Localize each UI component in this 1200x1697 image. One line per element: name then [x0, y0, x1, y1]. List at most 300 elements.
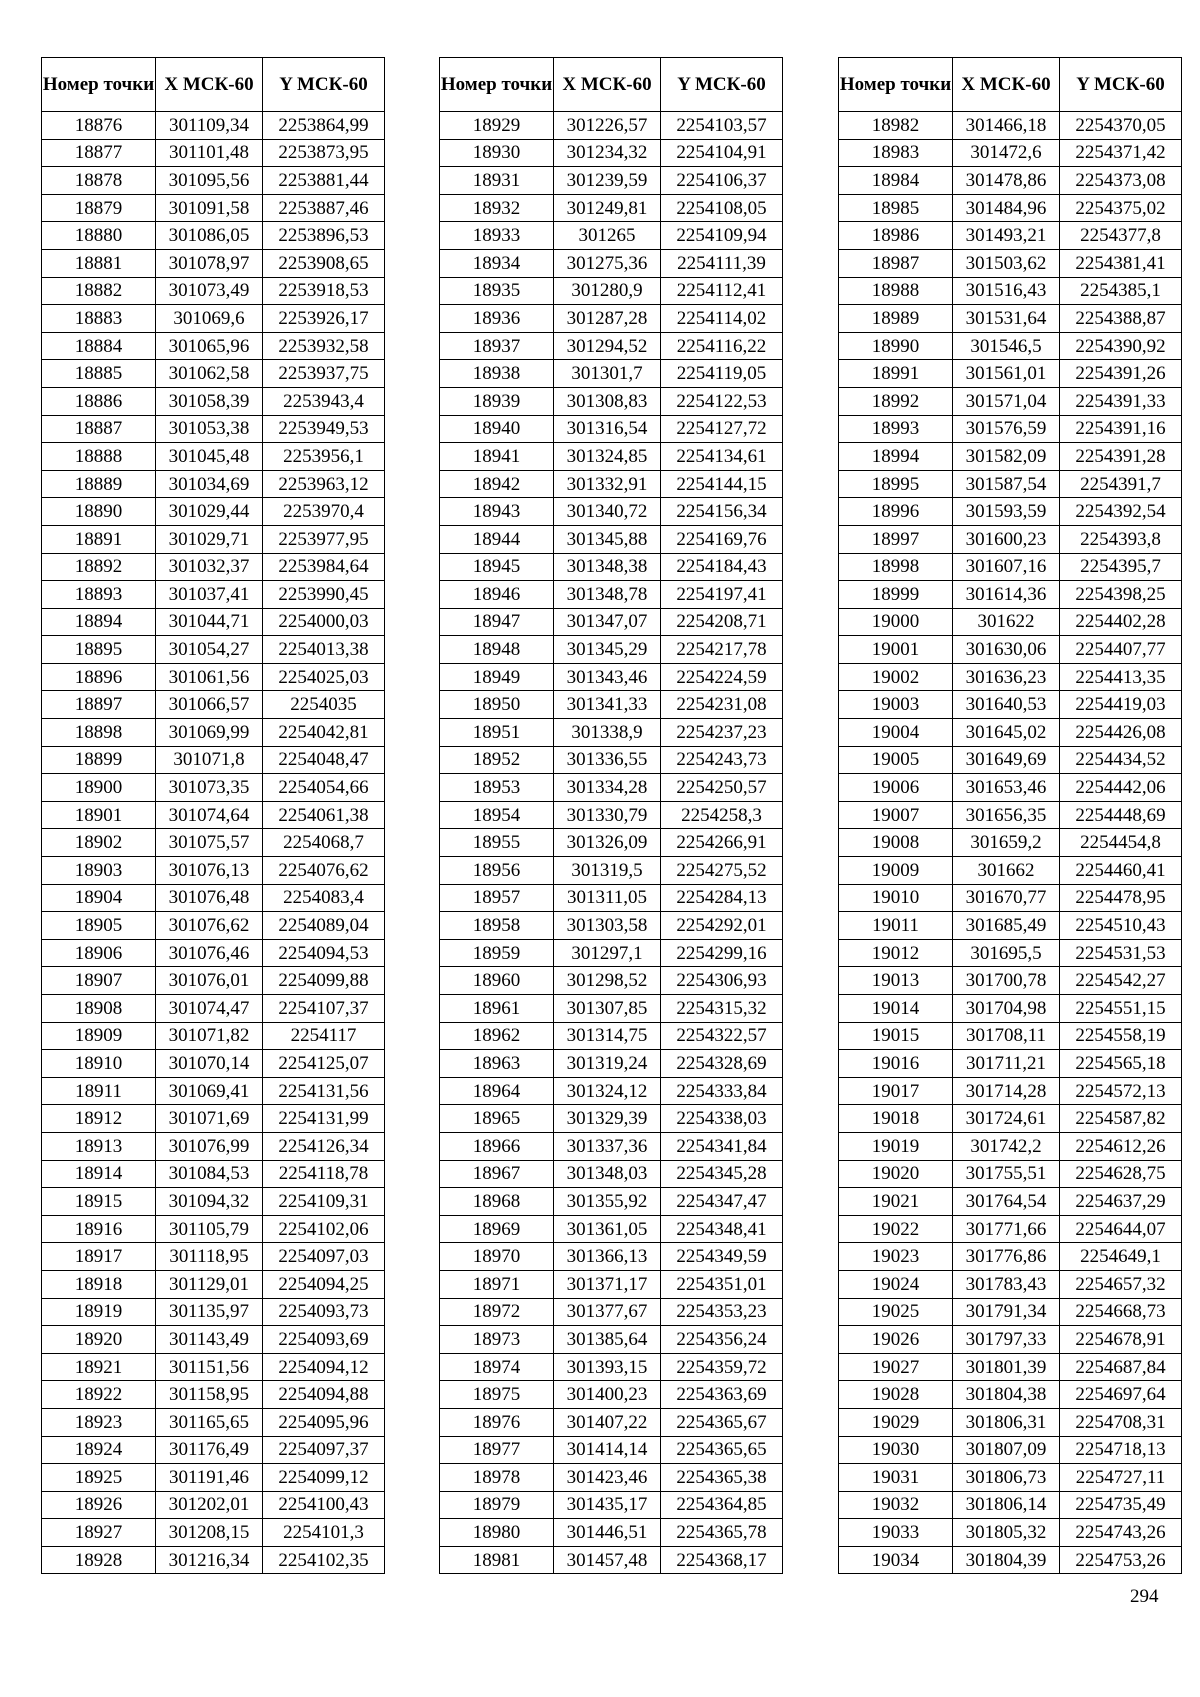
header-y-coordinate: Y МСК-60 — [1060, 58, 1182, 112]
table-row — [42, 967, 385, 995]
y-coordinate-cell: 2254649,1 — [1060, 1243, 1182, 1271]
table-row — [440, 1519, 783, 1547]
y-coordinate-cell: 2254094,12 — [263, 1353, 385, 1381]
y-coordinate-cell: 2254258,3 — [661, 801, 783, 829]
point-number-cell: 18913 — [42, 1132, 156, 1160]
x-coordinate-cell: 301345,29 — [554, 636, 661, 664]
point-number-cell: 18988 — [839, 277, 953, 305]
header-point-number: Номер точки — [839, 58, 953, 112]
table-row — [839, 1464, 1182, 1492]
point-number-cell: 18996 — [839, 498, 953, 526]
y-coordinate-cell: 2254370,05 — [1060, 112, 1182, 140]
table-row — [42, 1381, 385, 1409]
point-number-cell: 19034 — [839, 1546, 953, 1574]
x-coordinate-cell: 301600,23 — [953, 525, 1060, 553]
point-number-cell: 18921 — [42, 1353, 156, 1381]
y-coordinate-cell: 2254697,64 — [1060, 1381, 1182, 1409]
y-coordinate-cell: 2254373,08 — [1060, 167, 1182, 195]
x-coordinate-cell: 301377,67 — [554, 1298, 661, 1326]
table-row — [440, 774, 783, 802]
point-number-cell: 18880 — [42, 222, 156, 250]
table-row — [42, 774, 385, 802]
y-coordinate-cell: 2254299,16 — [661, 939, 783, 967]
y-coordinate-cell: 2254448,69 — [1060, 801, 1182, 829]
point-number-cell: 18955 — [440, 829, 554, 857]
table-row — [42, 222, 385, 250]
point-number-cell: 18929 — [440, 112, 554, 140]
point-number-cell: 18960 — [440, 967, 554, 995]
x-coordinate-cell: 301484,96 — [953, 194, 1060, 222]
x-coordinate-cell: 301656,35 — [953, 801, 1060, 829]
table-row — [42, 1546, 385, 1574]
y-coordinate-cell: 2254478,95 — [1060, 884, 1182, 912]
y-coordinate-cell: 2254668,73 — [1060, 1298, 1182, 1326]
table-row — [42, 1491, 385, 1519]
y-coordinate-cell: 2254131,99 — [263, 1105, 385, 1133]
table-row — [839, 415, 1182, 443]
point-number-cell: 18914 — [42, 1160, 156, 1188]
y-coordinate-cell: 2254612,26 — [1060, 1132, 1182, 1160]
x-coordinate-cell: 301076,62 — [156, 912, 263, 940]
y-coordinate-cell: 2254089,04 — [263, 912, 385, 940]
y-coordinate-cell: 2253956,1 — [263, 443, 385, 471]
table-row — [42, 1188, 385, 1216]
point-number-cell: 18993 — [839, 415, 953, 443]
table-row — [839, 1022, 1182, 1050]
x-coordinate-cell: 301614,36 — [953, 581, 1060, 609]
x-coordinate-cell: 301324,85 — [554, 443, 661, 471]
y-coordinate-cell: 2254093,69 — [263, 1326, 385, 1354]
x-coordinate-cell: 301561,01 — [953, 360, 1060, 388]
x-coordinate-cell: 301636,23 — [953, 663, 1060, 691]
y-coordinate-cell: 2254442,06 — [1060, 774, 1182, 802]
table-row — [440, 1491, 783, 1519]
table-row — [839, 829, 1182, 857]
point-number-cell: 18922 — [42, 1381, 156, 1409]
table-header-row — [440, 58, 783, 112]
coordinates-table-2 — [439, 57, 783, 1574]
x-coordinate-cell: 301576,59 — [953, 415, 1060, 443]
point-number-cell: 19002 — [839, 663, 953, 691]
y-coordinate-cell: 2254068,7 — [263, 829, 385, 857]
point-number-cell: 18995 — [839, 470, 953, 498]
point-number-cell: 18918 — [42, 1270, 156, 1298]
y-coordinate-cell: 2254391,26 — [1060, 360, 1182, 388]
y-coordinate-cell: 2254131,56 — [263, 1077, 385, 1105]
x-coordinate-cell: 301649,69 — [953, 746, 1060, 774]
table-row — [440, 829, 783, 857]
header-y-coordinate: Y МСК-60 — [263, 58, 385, 112]
y-coordinate-cell: 2253963,12 — [263, 470, 385, 498]
table-row — [839, 1298, 1182, 1326]
y-coordinate-cell: 2254306,93 — [661, 967, 783, 995]
table-row — [42, 277, 385, 305]
table-row — [42, 1353, 385, 1381]
table-row — [42, 305, 385, 333]
point-number-cell: 18900 — [42, 774, 156, 802]
point-number-cell: 18984 — [839, 167, 953, 195]
table-row — [839, 1243, 1182, 1271]
point-number-cell: 18956 — [440, 857, 554, 885]
y-coordinate-cell: 2254099,12 — [263, 1464, 385, 1492]
table-row — [42, 1050, 385, 1078]
y-coordinate-cell: 2254395,7 — [1060, 553, 1182, 581]
point-number-cell: 18934 — [440, 249, 554, 277]
point-number-cell: 18885 — [42, 360, 156, 388]
x-coordinate-cell: 301165,65 — [156, 1408, 263, 1436]
x-coordinate-cell: 301249,81 — [554, 194, 661, 222]
y-coordinate-cell: 2254393,8 — [1060, 525, 1182, 553]
x-coordinate-cell: 301073,49 — [156, 277, 263, 305]
table-row — [42, 581, 385, 609]
y-coordinate-cell: 2254112,41 — [661, 277, 783, 305]
point-number-cell: 18933 — [440, 222, 554, 250]
x-coordinate-cell: 301804,38 — [953, 1381, 1060, 1409]
x-coordinate-cell: 301345,88 — [554, 525, 661, 553]
table-row — [839, 581, 1182, 609]
point-number-cell: 19019 — [839, 1132, 953, 1160]
x-coordinate-cell: 301326,09 — [554, 829, 661, 857]
y-coordinate-cell: 2253918,53 — [263, 277, 385, 305]
point-number-cell: 18998 — [839, 553, 953, 581]
y-coordinate-cell: 2254119,05 — [661, 360, 783, 388]
point-number-cell: 18889 — [42, 470, 156, 498]
x-coordinate-cell: 301516,43 — [953, 277, 1060, 305]
y-coordinate-cell: 2253926,17 — [263, 305, 385, 333]
point-number-cell: 18940 — [440, 415, 554, 443]
y-coordinate-cell: 2254315,32 — [661, 995, 783, 1023]
point-number-cell: 19015 — [839, 1022, 953, 1050]
table-row — [440, 1050, 783, 1078]
y-coordinate-cell: 2253896,53 — [263, 222, 385, 250]
x-coordinate-cell: 301176,49 — [156, 1436, 263, 1464]
y-coordinate-cell: 2254114,02 — [661, 305, 783, 333]
y-coordinate-cell: 2254351,01 — [661, 1270, 783, 1298]
x-coordinate-cell: 301659,2 — [953, 829, 1060, 857]
x-coordinate-cell: 301393,15 — [554, 1353, 661, 1381]
table-row — [42, 332, 385, 360]
x-coordinate-cell: 301303,58 — [554, 912, 661, 940]
point-number-cell: 18908 — [42, 995, 156, 1023]
x-coordinate-cell: 301216,34 — [156, 1546, 263, 1574]
y-coordinate-cell: 2254095,96 — [263, 1408, 385, 1436]
point-number-cell: 18973 — [440, 1326, 554, 1354]
table-row — [839, 1491, 1182, 1519]
point-number-cell: 18909 — [42, 1022, 156, 1050]
y-coordinate-cell: 2253932,58 — [263, 332, 385, 360]
x-coordinate-cell: 301044,71 — [156, 608, 263, 636]
y-coordinate-cell: 2254375,02 — [1060, 194, 1182, 222]
y-coordinate-cell: 2254413,35 — [1060, 663, 1182, 691]
x-coordinate-cell: 301407,22 — [554, 1408, 661, 1436]
point-number-cell: 19026 — [839, 1326, 953, 1354]
table-row — [440, 470, 783, 498]
table-row — [440, 1464, 783, 1492]
table-row — [839, 1160, 1182, 1188]
y-coordinate-cell: 2254391,16 — [1060, 415, 1182, 443]
table-row — [42, 1243, 385, 1271]
y-coordinate-cell: 2254460,41 — [1060, 857, 1182, 885]
x-coordinate-cell: 301804,39 — [953, 1546, 1060, 1574]
x-coordinate-cell: 301685,49 — [953, 912, 1060, 940]
y-coordinate-cell: 2254381,41 — [1060, 249, 1182, 277]
y-coordinate-cell: 2254231,08 — [661, 691, 783, 719]
x-coordinate-cell: 301066,57 — [156, 691, 263, 719]
table-row — [839, 1546, 1182, 1574]
x-coordinate-cell: 301191,46 — [156, 1464, 263, 1492]
x-coordinate-cell: 301065,96 — [156, 332, 263, 360]
point-number-cell: 18985 — [839, 194, 953, 222]
y-coordinate-cell: 2254328,69 — [661, 1050, 783, 1078]
point-number-cell: 19024 — [839, 1270, 953, 1298]
table-row — [839, 967, 1182, 995]
table-row — [839, 1132, 1182, 1160]
point-number-cell: 18954 — [440, 801, 554, 829]
y-coordinate-cell: 2254718,13 — [1060, 1436, 1182, 1464]
point-number-cell: 18953 — [440, 774, 554, 802]
table-row — [42, 691, 385, 719]
page-number: 294 — [1130, 1586, 1159, 1607]
x-coordinate-cell: 301311,05 — [554, 884, 661, 912]
y-coordinate-cell: 2254687,84 — [1060, 1353, 1182, 1381]
x-coordinate-cell: 301076,46 — [156, 939, 263, 967]
point-number-cell: 18877 — [42, 139, 156, 167]
y-coordinate-cell: 2254454,8 — [1060, 829, 1182, 857]
x-coordinate-cell: 301151,56 — [156, 1353, 263, 1381]
point-number-cell: 18971 — [440, 1270, 554, 1298]
x-coordinate-cell: 301045,48 — [156, 443, 263, 471]
x-coordinate-cell: 301807,09 — [953, 1436, 1060, 1464]
y-coordinate-cell: 2254434,52 — [1060, 746, 1182, 774]
x-coordinate-cell: 301071,69 — [156, 1105, 263, 1133]
x-coordinate-cell: 301546,5 — [953, 332, 1060, 360]
x-coordinate-cell: 301695,5 — [953, 939, 1060, 967]
point-number-cell: 18915 — [42, 1188, 156, 1216]
table-row — [839, 277, 1182, 305]
x-coordinate-cell: 301371,17 — [554, 1270, 661, 1298]
table-header-row — [839, 58, 1182, 112]
point-number-cell: 18957 — [440, 884, 554, 912]
table-row — [839, 939, 1182, 967]
y-coordinate-cell: 2254116,22 — [661, 332, 783, 360]
table-row — [42, 608, 385, 636]
point-number-cell: 18886 — [42, 387, 156, 415]
table-row — [839, 525, 1182, 553]
y-coordinate-cell: 2254197,41 — [661, 581, 783, 609]
x-coordinate-cell: 301084,53 — [156, 1160, 263, 1188]
point-number-cell: 18935 — [440, 277, 554, 305]
point-number-cell: 18979 — [440, 1491, 554, 1519]
y-coordinate-cell: 2254365,67 — [661, 1408, 783, 1436]
x-coordinate-cell: 301806,73 — [953, 1464, 1060, 1492]
y-coordinate-cell: 2254275,52 — [661, 857, 783, 885]
point-number-cell: 18948 — [440, 636, 554, 664]
point-number-cell: 18982 — [839, 112, 953, 140]
y-coordinate-cell: 2254117 — [263, 1022, 385, 1050]
x-coordinate-cell: 301129,01 — [156, 1270, 263, 1298]
y-coordinate-cell: 2253937,75 — [263, 360, 385, 388]
header-x-coordinate: X МСК-60 — [554, 58, 661, 112]
table-row — [440, 801, 783, 829]
x-coordinate-cell: 301355,92 — [554, 1188, 661, 1216]
point-number-cell: 18892 — [42, 553, 156, 581]
header-point-number: Номер точки — [42, 58, 156, 112]
point-number-cell: 18978 — [440, 1464, 554, 1492]
table-row — [42, 1132, 385, 1160]
point-number-cell: 19023 — [839, 1243, 953, 1271]
point-number-cell: 18876 — [42, 112, 156, 140]
y-coordinate-cell: 2254353,23 — [661, 1298, 783, 1326]
x-coordinate-cell: 301343,46 — [554, 663, 661, 691]
table-row — [839, 746, 1182, 774]
table-row — [839, 608, 1182, 636]
header-y-coordinate: Y МСК-60 — [661, 58, 783, 112]
point-number-cell: 19005 — [839, 746, 953, 774]
y-coordinate-cell: 2254217,78 — [661, 636, 783, 664]
x-coordinate-cell: 301711,21 — [953, 1050, 1060, 1078]
point-number-cell: 18932 — [440, 194, 554, 222]
x-coordinate-cell: 301202,01 — [156, 1491, 263, 1519]
table-row — [440, 1215, 783, 1243]
table-row — [839, 1408, 1182, 1436]
y-coordinate-cell: 2254402,28 — [1060, 608, 1182, 636]
table-row — [42, 1270, 385, 1298]
point-number-cell: 18890 — [42, 498, 156, 526]
table-row — [839, 498, 1182, 526]
y-coordinate-cell: 2254356,24 — [661, 1326, 783, 1354]
x-coordinate-cell: 301091,58 — [156, 194, 263, 222]
y-coordinate-cell: 2254094,53 — [263, 939, 385, 967]
table-row — [440, 553, 783, 581]
x-coordinate-cell: 301308,83 — [554, 387, 661, 415]
x-coordinate-cell: 301329,39 — [554, 1105, 661, 1133]
point-number-cell: 19014 — [839, 995, 953, 1023]
y-coordinate-cell: 2254094,88 — [263, 1381, 385, 1409]
y-coordinate-cell: 2254735,49 — [1060, 1491, 1182, 1519]
y-coordinate-cell: 2254385,1 — [1060, 277, 1182, 305]
table-row — [440, 112, 783, 140]
x-coordinate-cell: 301472,6 — [953, 139, 1060, 167]
point-number-cell: 18986 — [839, 222, 953, 250]
x-coordinate-cell: 301708,11 — [953, 1022, 1060, 1050]
y-coordinate-cell: 2254743,26 — [1060, 1519, 1182, 1547]
table-row — [440, 884, 783, 912]
x-coordinate-cell: 301771,66 — [953, 1215, 1060, 1243]
y-coordinate-cell: 2254083,4 — [263, 884, 385, 912]
point-number-cell: 18938 — [440, 360, 554, 388]
y-coordinate-cell: 2254101,3 — [263, 1519, 385, 1547]
point-number-cell: 19033 — [839, 1519, 953, 1547]
x-coordinate-cell: 301078,97 — [156, 249, 263, 277]
y-coordinate-cell: 2254025,03 — [263, 663, 385, 691]
point-number-cell: 19011 — [839, 912, 953, 940]
x-coordinate-cell: 301316,54 — [554, 415, 661, 443]
x-coordinate-cell: 301776,86 — [953, 1243, 1060, 1271]
table-row — [440, 1243, 783, 1271]
y-coordinate-cell: 2254388,87 — [1060, 305, 1182, 333]
y-coordinate-cell: 2254365,78 — [661, 1519, 783, 1547]
x-coordinate-cell: 301076,01 — [156, 967, 263, 995]
y-coordinate-cell: 2254349,59 — [661, 1243, 783, 1271]
point-number-cell: 18910 — [42, 1050, 156, 1078]
y-coordinate-cell: 2254377,8 — [1060, 222, 1182, 250]
y-coordinate-cell: 2254587,82 — [1060, 1105, 1182, 1133]
table-row — [839, 112, 1182, 140]
point-number-cell: 18903 — [42, 857, 156, 885]
y-coordinate-cell: 2253984,64 — [263, 553, 385, 581]
point-number-cell: 18911 — [42, 1077, 156, 1105]
table-row — [839, 553, 1182, 581]
table-row — [42, 1077, 385, 1105]
table-row — [440, 332, 783, 360]
point-number-cell: 18997 — [839, 525, 953, 553]
x-coordinate-cell: 301366,13 — [554, 1243, 661, 1271]
x-coordinate-cell: 301764,54 — [953, 1188, 1060, 1216]
table-row — [440, 939, 783, 967]
table-row — [42, 995, 385, 1023]
point-number-cell: 18881 — [42, 249, 156, 277]
table-row — [42, 387, 385, 415]
x-coordinate-cell: 301071,8 — [156, 746, 263, 774]
y-coordinate-cell: 2253977,95 — [263, 525, 385, 553]
y-coordinate-cell: 2254013,38 — [263, 636, 385, 664]
y-coordinate-cell: 2254542,27 — [1060, 967, 1182, 995]
x-coordinate-cell: 301332,91 — [554, 470, 661, 498]
point-number-cell: 18950 — [440, 691, 554, 719]
x-coordinate-cell: 301275,36 — [554, 249, 661, 277]
y-coordinate-cell: 2254106,37 — [661, 167, 783, 195]
x-coordinate-cell: 301340,72 — [554, 498, 661, 526]
point-number-cell: 18991 — [839, 360, 953, 388]
y-coordinate-cell: 2254109,94 — [661, 222, 783, 250]
x-coordinate-cell: 301070,14 — [156, 1050, 263, 1078]
table-row — [839, 995, 1182, 1023]
point-number-cell: 19027 — [839, 1353, 953, 1381]
x-coordinate-cell: 301061,56 — [156, 663, 263, 691]
table-row — [42, 1464, 385, 1492]
point-number-cell: 18966 — [440, 1132, 554, 1160]
table-row — [42, 1408, 385, 1436]
y-coordinate-cell: 2254510,43 — [1060, 912, 1182, 940]
y-coordinate-cell: 2254371,42 — [1060, 139, 1182, 167]
x-coordinate-cell: 301053,38 — [156, 415, 263, 443]
point-number-cell: 18947 — [440, 608, 554, 636]
y-coordinate-cell: 2254103,57 — [661, 112, 783, 140]
x-coordinate-cell: 301806,14 — [953, 1491, 1060, 1519]
y-coordinate-cell: 2254365,38 — [661, 1464, 783, 1492]
x-coordinate-cell: 301704,98 — [953, 995, 1060, 1023]
x-coordinate-cell: 301301,7 — [554, 360, 661, 388]
y-coordinate-cell: 2253864,99 — [263, 112, 385, 140]
header-x-coordinate: X МСК-60 — [156, 58, 263, 112]
x-coordinate-cell: 301324,12 — [554, 1077, 661, 1105]
coordinates-table-1 — [41, 57, 385, 1574]
y-coordinate-cell: 2254391,28 — [1060, 443, 1182, 471]
x-coordinate-cell: 301105,79 — [156, 1215, 263, 1243]
table-row — [440, 277, 783, 305]
point-number-cell: 18896 — [42, 663, 156, 691]
point-number-cell: 18902 — [42, 829, 156, 857]
point-number-cell: 19029 — [839, 1408, 953, 1436]
x-coordinate-cell: 301095,56 — [156, 167, 263, 195]
y-coordinate-cell: 2254391,33 — [1060, 387, 1182, 415]
x-coordinate-cell: 301714,28 — [953, 1077, 1060, 1105]
point-number-cell: 19021 — [839, 1188, 953, 1216]
x-coordinate-cell: 301265 — [554, 222, 661, 250]
point-number-cell: 18906 — [42, 939, 156, 967]
point-number-cell: 18923 — [42, 1408, 156, 1436]
point-number-cell: 19031 — [839, 1464, 953, 1492]
